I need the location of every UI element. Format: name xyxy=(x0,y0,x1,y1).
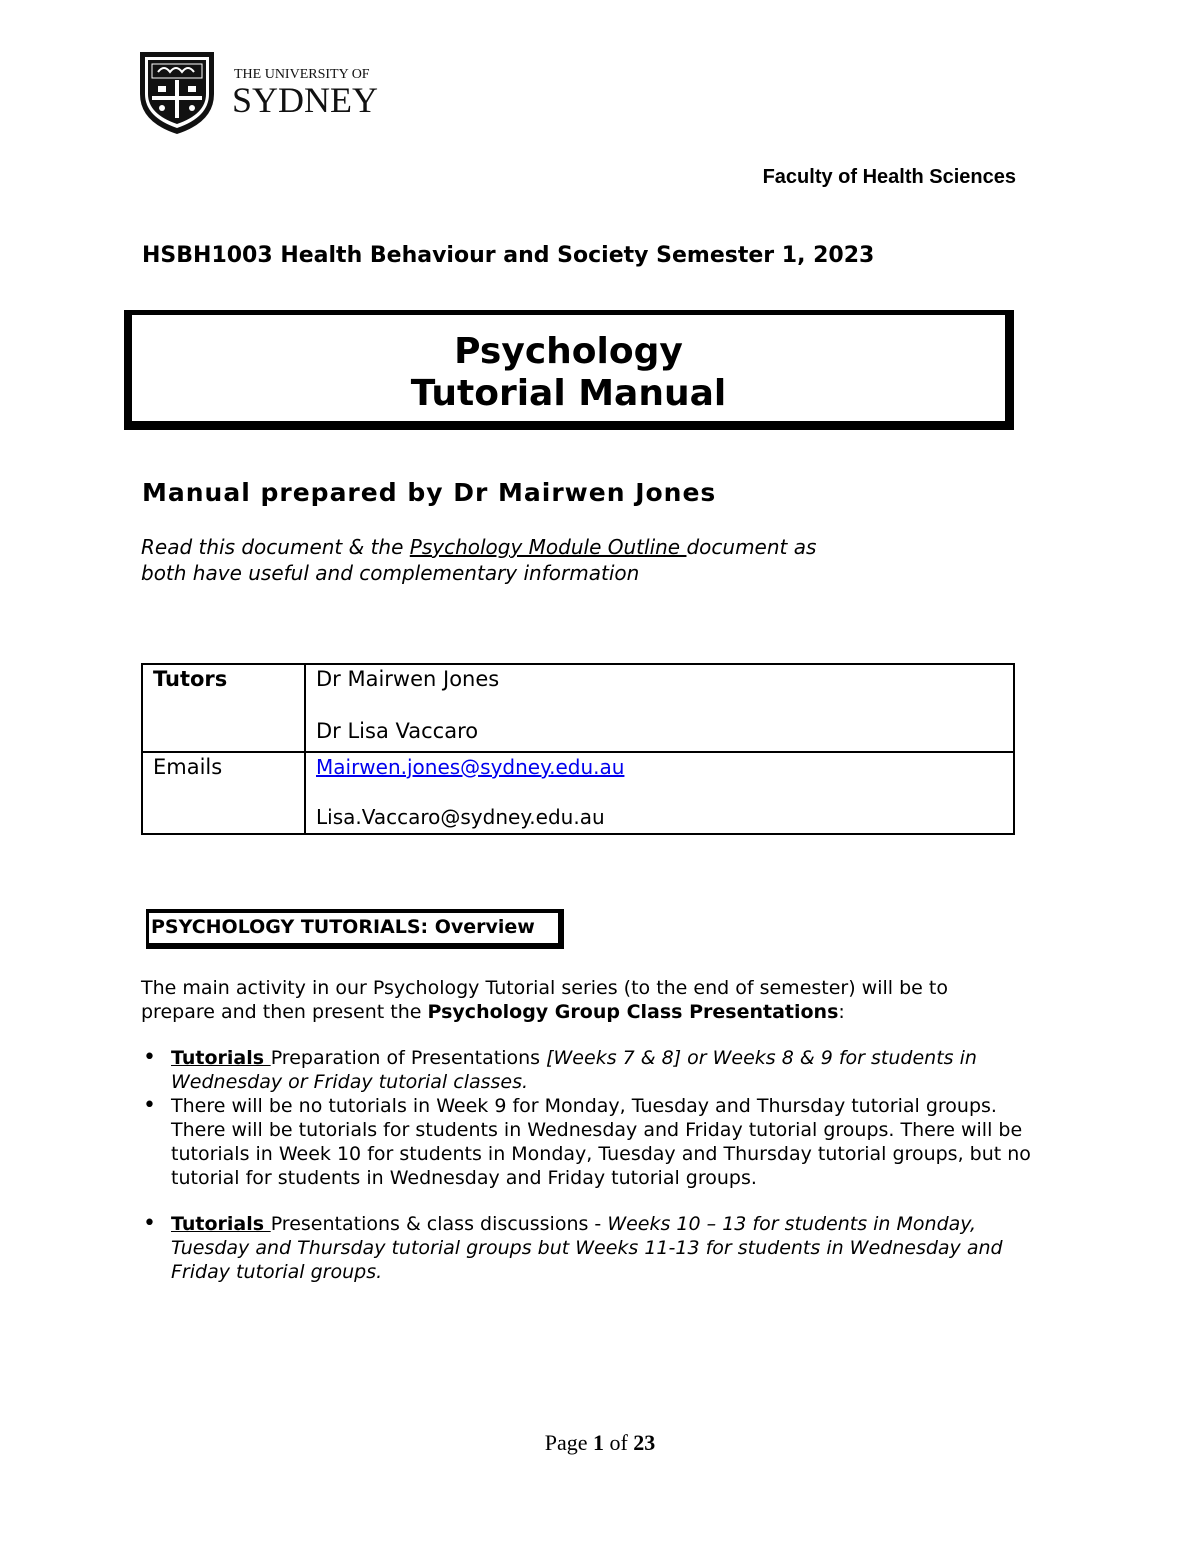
read-note-after: document as xyxy=(686,535,817,559)
total-pages: 23 xyxy=(633,1430,656,1455)
university-crest-icon xyxy=(138,50,388,136)
bullet-label: Tutorials xyxy=(171,1213,271,1235)
contacts-table xyxy=(141,663,1015,835)
page-number xyxy=(0,1430,1200,1456)
module-outline-link[interactable]: Psychology Module Outline xyxy=(409,535,687,559)
tutors-label: Tutors xyxy=(142,664,305,752)
intro-text: The main activity in our Psychology Tutorial series (to the end of semester) will be to prepare and then present the xyxy=(141,977,948,1023)
read-note-before: Read this document & the xyxy=(141,535,410,559)
university-logo xyxy=(138,50,388,136)
title-box xyxy=(124,310,1014,430)
tutor-name: Dr Lisa Vaccaro xyxy=(316,719,479,743)
list-item xyxy=(171,1046,1031,1094)
emails-label: Emails xyxy=(142,752,305,834)
bullet-text: Preparation of Presentations xyxy=(270,1047,547,1069)
overview-intro xyxy=(141,976,1021,1024)
page-label: Page xyxy=(544,1430,588,1455)
tutors-cell xyxy=(305,664,1014,752)
logo-line2: SYDNEY xyxy=(232,80,379,120)
course-title: HSBH1003 Health Behaviour and Society Semester 1, 2023 xyxy=(142,243,875,268)
prepared-by: Manual prepared by Dr Mairwen Jones xyxy=(142,478,717,507)
read-note-line2: both have useful and complementary information xyxy=(141,561,640,585)
tutor-name: Dr Mairwen Jones xyxy=(316,667,500,691)
list-item xyxy=(171,1094,1031,1190)
bullet-italic: [Weeks 7 & 8] or Weeks 8 & 9 for students in Wednesday or Friday tutorial classes. xyxy=(171,1047,977,1093)
table-row xyxy=(142,752,1014,834)
overview-bullets xyxy=(141,1046,1031,1284)
bullet-label: Tutorials xyxy=(171,1047,271,1069)
bullet-text: Presentations & class discussions - xyxy=(270,1213,608,1235)
title-line2: Tutorial Manual xyxy=(410,373,727,414)
email-text: Lisa.Vaccaro@sydney.edu.au xyxy=(316,805,605,829)
bullet-italic: Weeks 10 – 13 for students in Monday, Tuesday and Thursday tutorial groups but Weeks 11-13 for students in Wednesday and Friday tutorial groups. xyxy=(171,1213,1003,1283)
emails-cell xyxy=(305,752,1014,834)
of-label: of xyxy=(609,1430,628,1455)
read-note xyxy=(141,534,1001,586)
bullet-text: There will be no tutorials in Week 9 for Monday, Tuesday and Thursday tutorial groups. There will be tutorials for students in Wednesday and Friday tutorial groups. There will be tutorials in Week 10 for students in Monday, Tuesday and Thursday tutorial groups, but no tutorial for students in Wednesday and Friday tutorial groups. xyxy=(171,1095,1031,1189)
faculty-name: Faculty of Health Sciences xyxy=(762,166,1016,188)
logo-line1: THE UNIVERSITY OF xyxy=(234,67,370,82)
current-page: 1 xyxy=(592,1430,604,1455)
list-item xyxy=(171,1212,1031,1284)
intro-bold: Psychology Group Class Presentations xyxy=(427,1001,839,1023)
email-link[interactable]: Mairwen.jones@sydney.edu.au xyxy=(316,755,625,779)
table-row xyxy=(142,664,1014,752)
title-line1: Psychology xyxy=(454,331,683,372)
intro-end: : xyxy=(838,1001,845,1023)
overview-heading: PSYCHOLOGY TUTORIALS: Overview xyxy=(151,916,535,938)
